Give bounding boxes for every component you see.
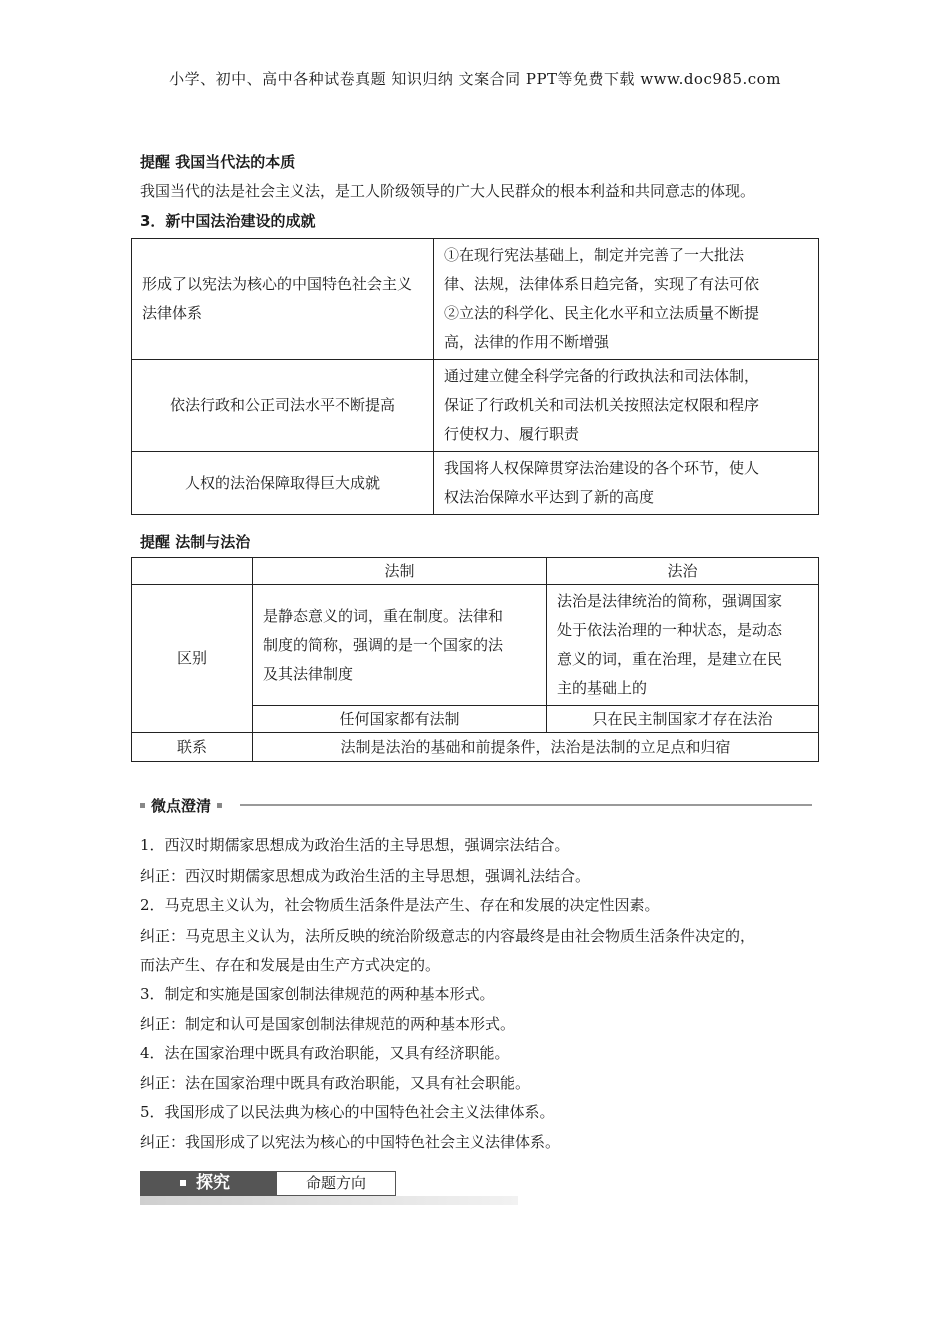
row-label-connection: 联系 xyxy=(132,733,253,762)
detail-line: 制度的简称，强调的是一个国家的法 xyxy=(263,635,504,654)
micro-clarify-title: 微点澄清 xyxy=(151,797,212,815)
detail-line: 法治是法律统治的简称，强调国家 xyxy=(557,592,783,610)
detail-line: 权法治保障水平达到了新的高度 xyxy=(444,488,655,506)
achievement-name: 形成了以宪法为核心的中国特色社会主义法律体系 xyxy=(132,239,434,360)
detail-line: 保证了行政机关和司法机关按照法定权限和程序 xyxy=(444,396,760,414)
reminder-text-1: 我国当代的法是社会主义法，是工人阶级领导的广大人民群众的根本利益和共同意志的体现。 xyxy=(140,182,756,200)
list-item: 2．马克思主义认为，社会物质生活条件是法产生、存在和发展的决定性因素。 xyxy=(140,896,660,914)
divider xyxy=(240,804,812,806)
list-item: 纠正：制定和认可是国家创制法律规范的两种基本形式。 xyxy=(140,1015,516,1033)
detail-line: 意义的词，重在治理，是建立在民 xyxy=(557,650,783,668)
detail-line: 高，法律的作用不断增强 xyxy=(444,333,610,351)
list-item: 5．我国形成了以民法典为核心的中国特色社会主义法律体系。 xyxy=(140,1103,555,1121)
section-3-title: 3．新中国法治建设的成就 xyxy=(140,212,316,230)
achievement-name: 依法行政和公正司法水平不断提高 xyxy=(132,360,434,452)
list-item: 3．制定和实施是国家创制法律规范的两种基本形式。 xyxy=(140,985,495,1003)
detail-line: 处于依法治理的一种状态，是动态 xyxy=(557,621,783,639)
achievement-detail xyxy=(434,239,819,360)
detail-line: 通过建立健全科学完备的行政执法和司法体制， xyxy=(444,367,760,385)
square-icon xyxy=(140,803,145,808)
explore-tab xyxy=(140,1171,276,1196)
connection-text: 法制是法治的基础和前提条件，法治是法制的立足点和归宿 xyxy=(253,733,819,762)
achievements-table xyxy=(131,238,819,515)
detail-line: 是静态意义的词，重在制度。法律和 xyxy=(263,606,504,625)
list-item: 纠正：我国形成了以宪法为核心的中国特色社会主义法律体系。 xyxy=(140,1133,561,1151)
row-label-difference: 区别 xyxy=(132,585,253,733)
reminder-title-1: 提醒 我国当代法的本质 xyxy=(140,153,296,171)
list-item: 纠正：西汉时期儒家思想成为政治生活的主导思想，强调礼法结合。 xyxy=(140,867,591,885)
achievement-detail xyxy=(434,360,819,452)
empty-cell xyxy=(132,558,253,585)
detail-line: 主的基础上的 xyxy=(557,679,648,697)
detail-line: 律、法规，法律体系日趋完备，实现了有法可依 xyxy=(444,275,760,293)
page-header: 小学、初中、高中各种试卷真题 知识归纳 文案合同 PPT等免费下载 www.doc985.com xyxy=(169,70,781,88)
list-item: 4．法在国家治理中既具有政治职能，又具有经济职能。 xyxy=(140,1044,510,1062)
square-icon xyxy=(217,803,222,808)
detail-line: ①在现行宪法基础上，制定并完善了一大批法 xyxy=(444,246,745,264)
detail-line: ②立法的科学化、民主化水平和立法质量不断提 xyxy=(444,304,760,322)
square-icon xyxy=(180,1180,186,1186)
achievement-name: 人权的法治保障取得巨大成就 xyxy=(132,452,434,515)
table-row xyxy=(132,558,819,585)
difference-system xyxy=(253,585,547,706)
explore-label: 探究 xyxy=(196,1173,230,1193)
achievement-detail xyxy=(434,452,819,515)
reminder-title-2: 提醒 法制与法治 xyxy=(140,533,251,551)
detail-line: 我国将人权保障贯穿法治建设的各个环节，使人 xyxy=(444,459,760,477)
micro-clarify-bar xyxy=(140,795,812,815)
col-header-fazhi-rule: 法治 xyxy=(547,558,819,585)
difference-rule xyxy=(547,585,819,706)
explore-bar xyxy=(140,1171,518,1205)
list-item: 纠正：马克思主义认为，法所反映的统治阶级意志的内容最终是由社会物质生活条件决定的， xyxy=(140,927,756,945)
topic-direction-tab: 命题方向 xyxy=(276,1171,396,1196)
list-item: 1．西汉时期儒家思想成为政治生活的主导思想，强调宗法结合。 xyxy=(140,836,570,854)
table-row xyxy=(132,733,819,762)
list-item: 而法产生、存在和发展是由生产方式决定的。 xyxy=(140,956,441,974)
difference-rule-2: 只在民主制国家才存在法治 xyxy=(547,706,819,733)
table-row xyxy=(132,585,819,706)
rule-of-law-table xyxy=(131,557,819,762)
detail-line: 及其法律制度 xyxy=(263,664,354,683)
col-header-fazhi-system: 法制 xyxy=(253,558,547,585)
list-item: 纠正：法在国家治理中既具有政治职能，又具有社会职能。 xyxy=(140,1074,531,1092)
table-row xyxy=(132,452,819,515)
detail-line: 行使权力、履行职责 xyxy=(444,425,580,443)
difference-system-2: 任何国家都有法制 xyxy=(253,706,547,733)
table-row xyxy=(132,360,819,452)
table-row xyxy=(132,239,819,360)
shade-strip xyxy=(140,1196,518,1205)
